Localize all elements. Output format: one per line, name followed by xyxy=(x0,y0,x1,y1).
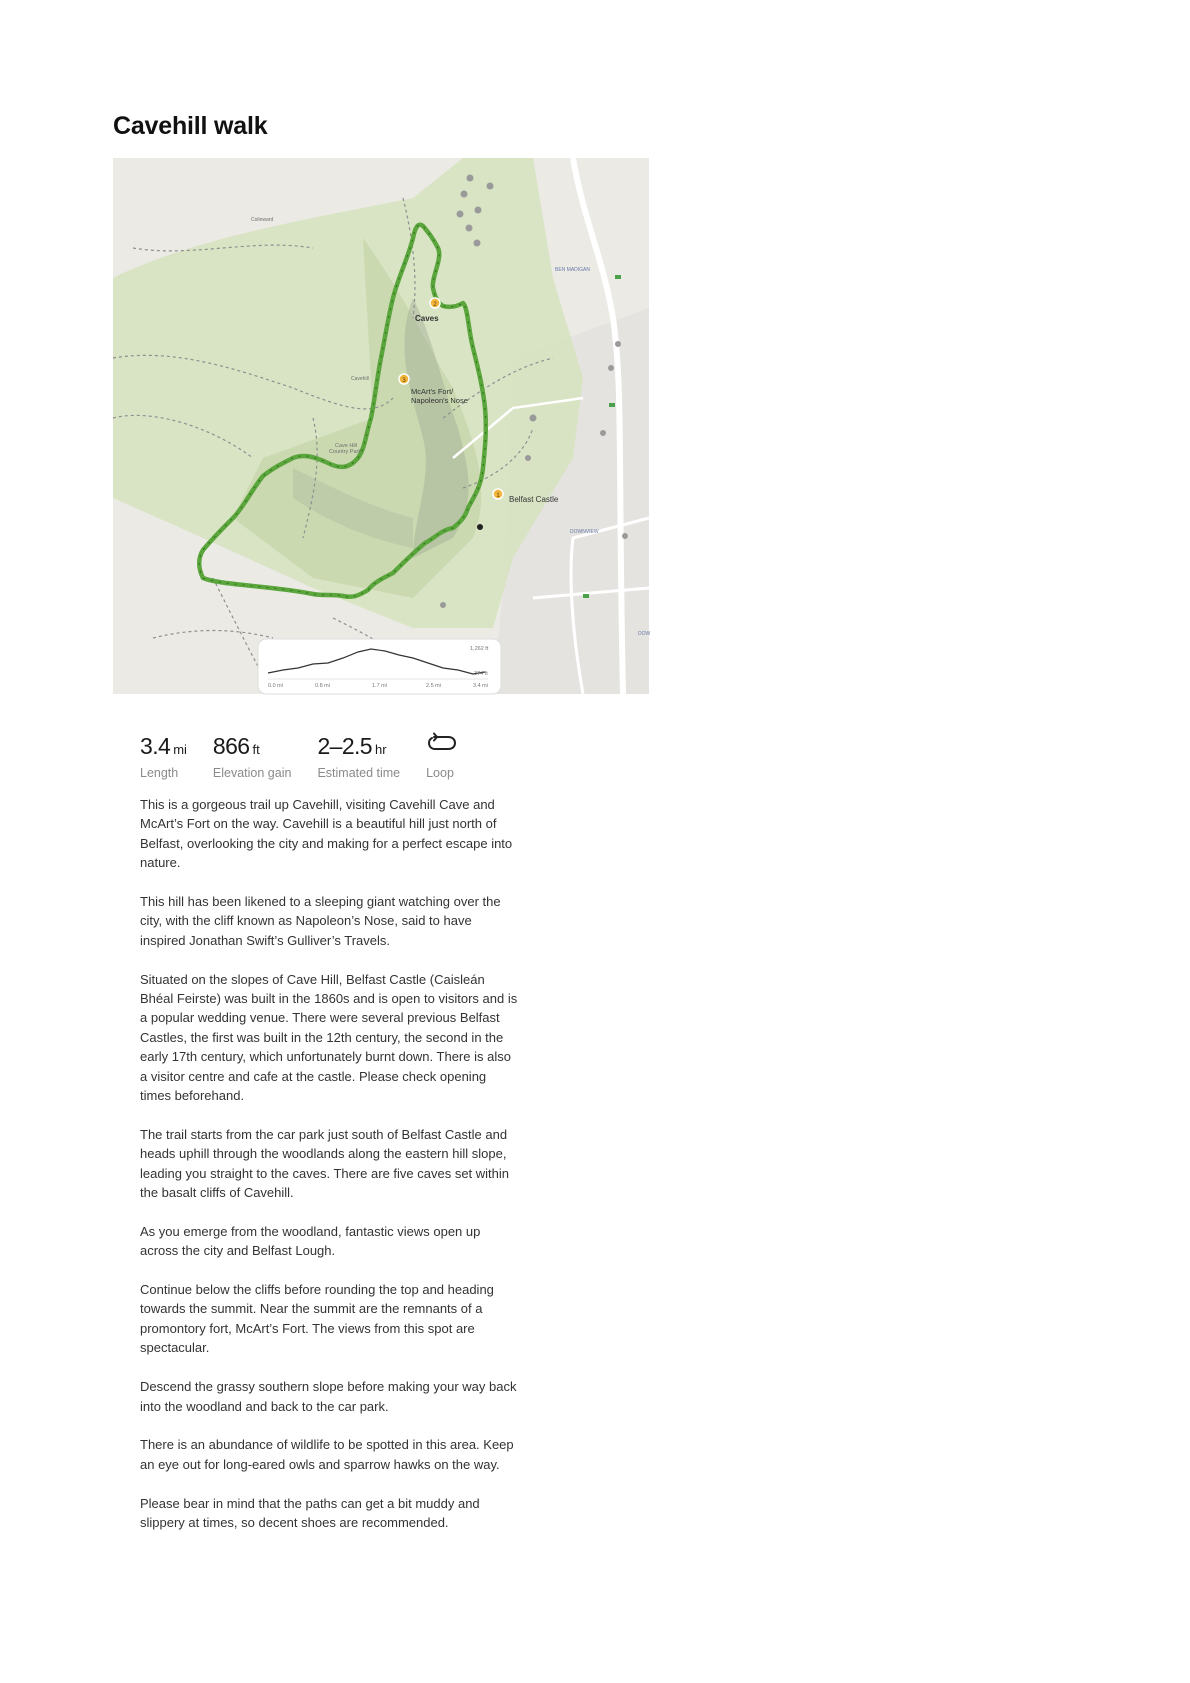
route-map[interactable] xyxy=(113,158,649,694)
loop-icon xyxy=(426,732,458,756)
map-label-ben-madigan: BEN MADIGAN xyxy=(555,267,591,273)
description-paragraph: This hill has been likened to a sleeping giant watching over the city, with the cliff known as Napoleon’s Nose, said to have inspired Jonathan Swift’s Gulliver’s Travels. xyxy=(140,894,501,948)
page-title: Cavehill walk xyxy=(113,112,268,140)
stat-length-unit: mi xyxy=(173,742,187,757)
stat-elevation-unit: ft xyxy=(252,742,260,757)
stat-elevation-gain xyxy=(213,732,292,780)
waypoint-number: 2 xyxy=(433,302,437,308)
description-paragraph: This is a gorgeous trail up Cavehill, visiting Cavehill Cave and McArt’s Fort on the way. Cavehill is a beautiful hill just north of Belfast, overlooking the city and making for a perfect escape into nature. xyxy=(140,797,513,871)
description-paragraph: Descend the grassy southern slope before making your way back into the woodland and back to the car park. xyxy=(140,1379,517,1414)
trail-stats xyxy=(140,732,458,780)
stat-route-icon-row xyxy=(426,732,458,760)
waypoint-number: 3 xyxy=(402,378,406,384)
route-map-canvas[interactable] xyxy=(113,158,649,694)
stat-time-unit: hr xyxy=(375,742,387,757)
elevation-tick: 3.4 mi xyxy=(473,683,488,689)
map-label-dow: DOW xyxy=(638,631,651,637)
stat-elevation-label: Elevation gain xyxy=(212,766,292,780)
description-paragraph: Situated on the slopes of Cave Hill, Belfast Castle (Caisleán Bhéal Feirste) was built in the 1860s and is open to visitors and is a popular wedding venue. There were several previous Belfast Castles, the first was built in the 12th century, the second in the early 17th century, which unfortunately burnt down. There is also a visitor centre and cafe at the castle. Please check opening times beforehand. xyxy=(140,971,518,1104)
elevation-profile[interactable] xyxy=(258,639,501,694)
elevation-min-label: 374 ft xyxy=(474,671,488,677)
map-label-country-park-2: Country Park xyxy=(329,449,362,455)
stat-length-value-row xyxy=(140,732,187,760)
stat-elevation-value-row xyxy=(213,732,292,760)
description-paragraph: Please bear in mind that the paths can get a bit muddy and slippery at times, so decent shoes are recommended. xyxy=(140,1495,480,1530)
description-paragraph: As you emerge from the woodland, fantastic views open up across the city and Belfast Lough. xyxy=(140,1223,481,1259)
elevation-tick: 2.5 mi xyxy=(426,683,441,689)
elevation-tick: 1.7 mi xyxy=(372,683,387,689)
waypoint-marker-1[interactable] xyxy=(493,489,503,499)
stat-length-label: Length xyxy=(140,766,179,780)
elevation-tick: 0.8 mi xyxy=(315,683,330,689)
stat-route-label: Loop xyxy=(426,766,454,780)
map-label-country-park: Cave Hill xyxy=(335,443,358,449)
map-label-napoleons-nose: Napoleon's Nose xyxy=(411,396,468,405)
description-paragraph: Continue below the cliffs before rounding the top and heading towards the summit. Near the summit are the remnants of a promontory fort, McArt’s Fort. The views from this spot are spectacular. xyxy=(140,1282,494,1356)
stat-time-label: Estimated time xyxy=(317,766,401,780)
map-label-downview: DOWNVIEW xyxy=(570,529,599,535)
stat-time-value: 2–2.5 xyxy=(317,733,372,759)
map-label-belfast-castle: Belfast Castle xyxy=(509,495,559,504)
stat-estimated-time xyxy=(317,732,400,780)
description-paragraph: There is an abundance of wildlife to be spotted in this area. Keep an eye out for long-eared owls and sparrow hawks on the way. xyxy=(140,1437,514,1472)
elevation-tick: 0.0 mi xyxy=(268,683,283,689)
trail-description xyxy=(140,795,520,1552)
stat-elevation-value: 866 xyxy=(212,733,250,759)
elevation-max-label: 1,262 ft xyxy=(470,646,489,652)
stat-route-type xyxy=(426,732,458,780)
map-label-caves: Caves xyxy=(415,314,439,323)
waypoint-marker-2[interactable] xyxy=(430,298,440,308)
map-label-mcarts-fort: McArt's Fort/ xyxy=(411,387,454,396)
description-paragraph: The trail starts from the car park just south of Belfast Castle and heads uphill through the woodlands along the eastern hill slope, leading you straight to the caves. There are five caves set within the basalt cliffs of Cavehill. xyxy=(140,1126,510,1201)
waypoint-number: 1 xyxy=(496,493,500,499)
map-label-summit: Cavehill xyxy=(351,376,369,382)
start-point-marker[interactable] xyxy=(477,524,483,530)
stat-length-value: 3.4 xyxy=(140,733,171,759)
map-label-colinward: Colinward xyxy=(251,217,274,223)
stat-time-value-row xyxy=(317,732,400,760)
waypoint-marker-3[interactable] xyxy=(399,374,409,384)
stat-length xyxy=(140,732,187,780)
